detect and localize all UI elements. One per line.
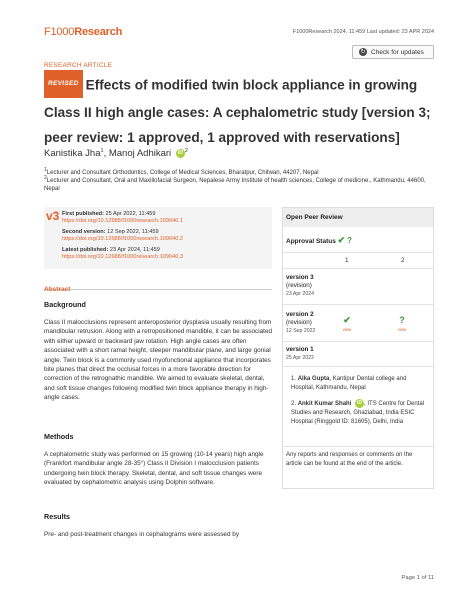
check-for-updates-button[interactable]: [352, 45, 434, 59]
doi-link[interactable]: https://doi.org/10.12688/f1000research.109040.3: [62, 254, 183, 260]
reservations-question-icon[interactable]: ?: [399, 315, 405, 325]
page-header: [44, 26, 434, 40]
author-name[interactable]: Manoj Adhikari: [108, 148, 172, 160]
doi-link[interactable]: https://doi.org/10.12688/f1000research.109040.1: [62, 218, 183, 224]
version-entry: Latest published: 23 Apr 2024, 11:459: [62, 247, 160, 253]
approved-check-icon[interactable]: ✔: [343, 315, 351, 325]
reviewer-col-2: 2: [401, 257, 405, 264]
reviewer-1: 1. Alka Gupta, Kantipur Dental college and Hospital, Kathmandu, Nepal: [291, 376, 407, 391]
background-text: Class II malocclusions represent anteroposterior dysplasia usually resulting from mandibular retrusion. Along with a retropositioned mandible, it can be associated with either upward or backward jaw rotation. High angle cases are often associated with a short ramal height, steeper mandibular plane, and large gonial angle. Twin block is a commonly used myofunctional appliance that incorporates bite planes that direct the occlusal forces in a more favorable direction for correction of the retrognathic mandible. We aimed to evaluate skeletal, dental, and soft tissue changes following modified twin block appliance therapy in high-angle cases.: [44, 319, 273, 402]
check-for-updates-label: Check for updates: [371, 48, 424, 56]
author-name[interactable]: Kanistika Jha: [44, 148, 101, 160]
version-entry: First published: 25 Apr 2022, 11:459: [62, 211, 156, 217]
revised-badge: REVISED: [44, 70, 83, 98]
methods-heading: Methods: [44, 432, 74, 441]
article-type: RESEARCH ARTICLE: [44, 62, 113, 69]
results-text: Pre- and post-treatment changes in cephalograms were assessed by: [44, 531, 240, 538]
title-text: Effects of modified twin block appliance in growing Class II high angle cases: A cephalometric study [version 3; peer review: 1 approved, 1 approved with reservations]: [44, 77, 431, 145]
approved-check-icon: ✔: [337, 235, 346, 245]
reviewer-2: 2. Ankit Kumar Shahi iD , ITS Centre for Dental Studies and Research, Ghaziabad, India ESIC Hospital (Ringgold ID: 81605), Delhi, India: [291, 400, 425, 426]
abstract-header: Abstract: [44, 278, 272, 290]
orcid-icon[interactable]: iD: [177, 150, 183, 157]
version-badge: v3: [46, 209, 60, 223]
reviewer-col-1: 1: [345, 257, 349, 264]
doi-link[interactable]: https://doi.org/10.12688/f1000research.109040.2: [62, 236, 183, 242]
f1000-logo: F1000Research: [44, 26, 123, 38]
review-version-2[interactable]: version 2 (revision) 12 Sep 2022: [286, 311, 316, 334]
orcid-icon[interactable]: iD: [357, 400, 363, 406]
approval-status: Approval Status ✔ ?: [286, 235, 352, 245]
view-report-link[interactable]: view: [397, 327, 407, 332]
background-heading: Background: [44, 300, 86, 309]
review-version-3[interactable]: version 3 (revision) 23 Apr 2024: [286, 274, 314, 297]
version-history-box: [44, 207, 272, 269]
affiliation-2: $^2$Lecturer and Consultant, Oral and Maxillofacial Surgeon, Nepalese Army Institute of health sciences, College of medicine., Kathmandu, 44600, Nepal: [44, 175, 426, 192]
affiliation-1: $^1$Lecturer and Consultant Orthodontics, College of Medical Sciences, Bharatpur, Chitwan, 44207, Nepal: [44, 167, 319, 176]
reviewer-list: [291, 375, 431, 427]
opr-heading: Open Peer Review: [283, 208, 433, 227]
page-number: Page 1 of 11: [401, 575, 434, 581]
open-peer-review-panel: [282, 207, 434, 489]
opr-footer-note: Any reports and responses or comments on the article can be found at the end of the article.: [286, 452, 413, 467]
view-report-link[interactable]: view: [342, 327, 352, 332]
results-heading: Results: [44, 512, 70, 521]
review-version-1[interactable]: version 1 25 Apr 2022: [286, 346, 314, 361]
version-entry: Second version: 12 Sep 2022, 11:459: [62, 229, 159, 235]
reservations-question-icon: ?: [347, 236, 352, 245]
author-list: Kanistika Jha$^1$, Manoj Adhikari iD $^2$: [44, 148, 188, 160]
publication-meta: F1000Research 2024, 11:459 Last updated: 23 APR 2024: [292, 29, 434, 35]
methods-text: A cephalometric study was performed on 15 growing (10-14 years) high angle (Frankfort mandibular angle 28-35°) Class II Division I malocclusion patients undergoing twin block therapy. Skeletal, dental, and soft tissue changes were evaluated by cephalometric analysis using Dolphin software.: [44, 451, 264, 487]
refresh-icon: ↻: [360, 49, 366, 55]
article-title: [44, 72, 444, 151]
